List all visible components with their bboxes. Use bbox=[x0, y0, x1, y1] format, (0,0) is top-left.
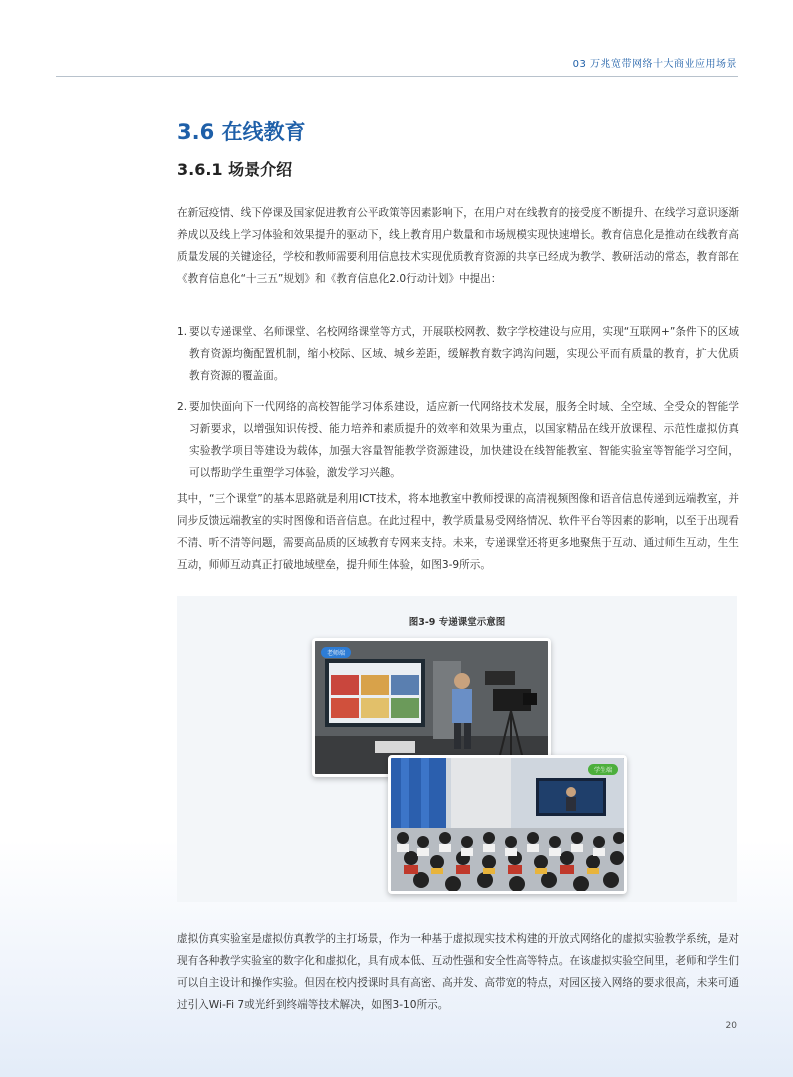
list-item bbox=[177, 321, 739, 387]
policy-list-item-2-container bbox=[177, 396, 739, 484]
section-title: 3.6 在线教育 bbox=[177, 120, 306, 144]
header-divider bbox=[56, 76, 738, 77]
three-classrooms-paragraph: 其中，“三个课堂”的基本思路就是利用ICT技术，将本地教室中教师授课的高清视频图像和语音信息传递到远端教室，并同步反馈远端教室的实时图像和语音信息。在此过程中，教学质量易受网络情况、软件平台等因素的影响，以至于出现看不清、听不清等问题，需要高品质的区域教育专网来支持。未来，专递课堂还将更多地聚焦于互动、通过师生互动，生生互动，师师互动真正打破地域壁垒，提升师生体验，如图3-9所示。 bbox=[177, 493, 739, 571]
list-item bbox=[177, 396, 739, 484]
student-side-tag: 学生端 bbox=[588, 764, 618, 775]
student-classroom-illustration bbox=[391, 758, 624, 891]
policy-list-item-1-container bbox=[177, 321, 739, 387]
list-item-text: 要加快面向下一代网络的高校智能学习体系建设，适应新一代网络技术发展，服务全时域、全空域、全受众的智能学习新要求，以增强知识传授、能力培养和素质提升的效率和效果为重点，以国家精品在线开放课程、示范性虚拟仿真实验教学项目等建设为载体，加强大容量智能教学资源建设，加快建设在线智能教室、智能实验室等智能学习空间，可以帮助学生重塑学习体验，激发学习兴趣。 bbox=[189, 401, 739, 479]
figure-caption: 图3-9 专递课堂示意图 bbox=[408, 617, 506, 628]
list-item-number: 2. bbox=[177, 401, 188, 413]
list-item-text: 要以专递课堂、名师课堂、名校网络课堂等方式，开展联校网教、数字学校建设与应用，实现“互联网+”条件下的区域教育资源均衡配置机制，缩小校际、区域、城乡差距，缓解教育数字鸿沟问题，实现公平而有质量的教育，扩大优质教育资源的覆盖面。 bbox=[189, 326, 739, 382]
chapter-header: 03 万兆宽带网络十大商业应用场景 bbox=[572, 59, 737, 70]
student-side-photo bbox=[388, 755, 627, 894]
subsection-title: 3.6.1 场景介绍 bbox=[177, 160, 293, 179]
page-number: 20 bbox=[725, 1021, 737, 1031]
intro-paragraph: 在新冠疫情、线下停课及国家促进教育公平政策等因素影响下，在用户对在线教育的接受度不断提升、在线学习意识逐渐养成以及线上学习体验和效果提升的驱动下，线上教育用户数量和市场规模实现快速增长。教育信息化是推动在线教育高质量发展的关键途径，学校和教师需要利用信息技术实现优质教育资源的共享已经成为教学、教研活动的常态，教育部在《教育信息化“十三五”规划》和《教育信息化2.0行动计划》中提出： bbox=[177, 207, 739, 285]
teacher-side-tag: 老师端 bbox=[321, 647, 351, 658]
list-item-number: 1. bbox=[177, 326, 188, 338]
virtual-lab-paragraph: 虚拟仿真实验室是虚拟仿真教学的主打场景，作为一种基于虚拟现实技术构建的开放式网络化的虚拟实验教学系统，是对现有各种教学实验室的数字化和虚拟化，具有成本低、互动性强和安全性高等特点。在该虚拟实验空间里，老师和学生们可以自主设计和操作实验。但因在校内授课时具有高密、高并发、高带宽的特点，对园区接入网络的要求很高，未来可通过引入Wi-Fi 7或光纤到终端等技术解决，如图3-10所示。 bbox=[177, 933, 739, 1011]
